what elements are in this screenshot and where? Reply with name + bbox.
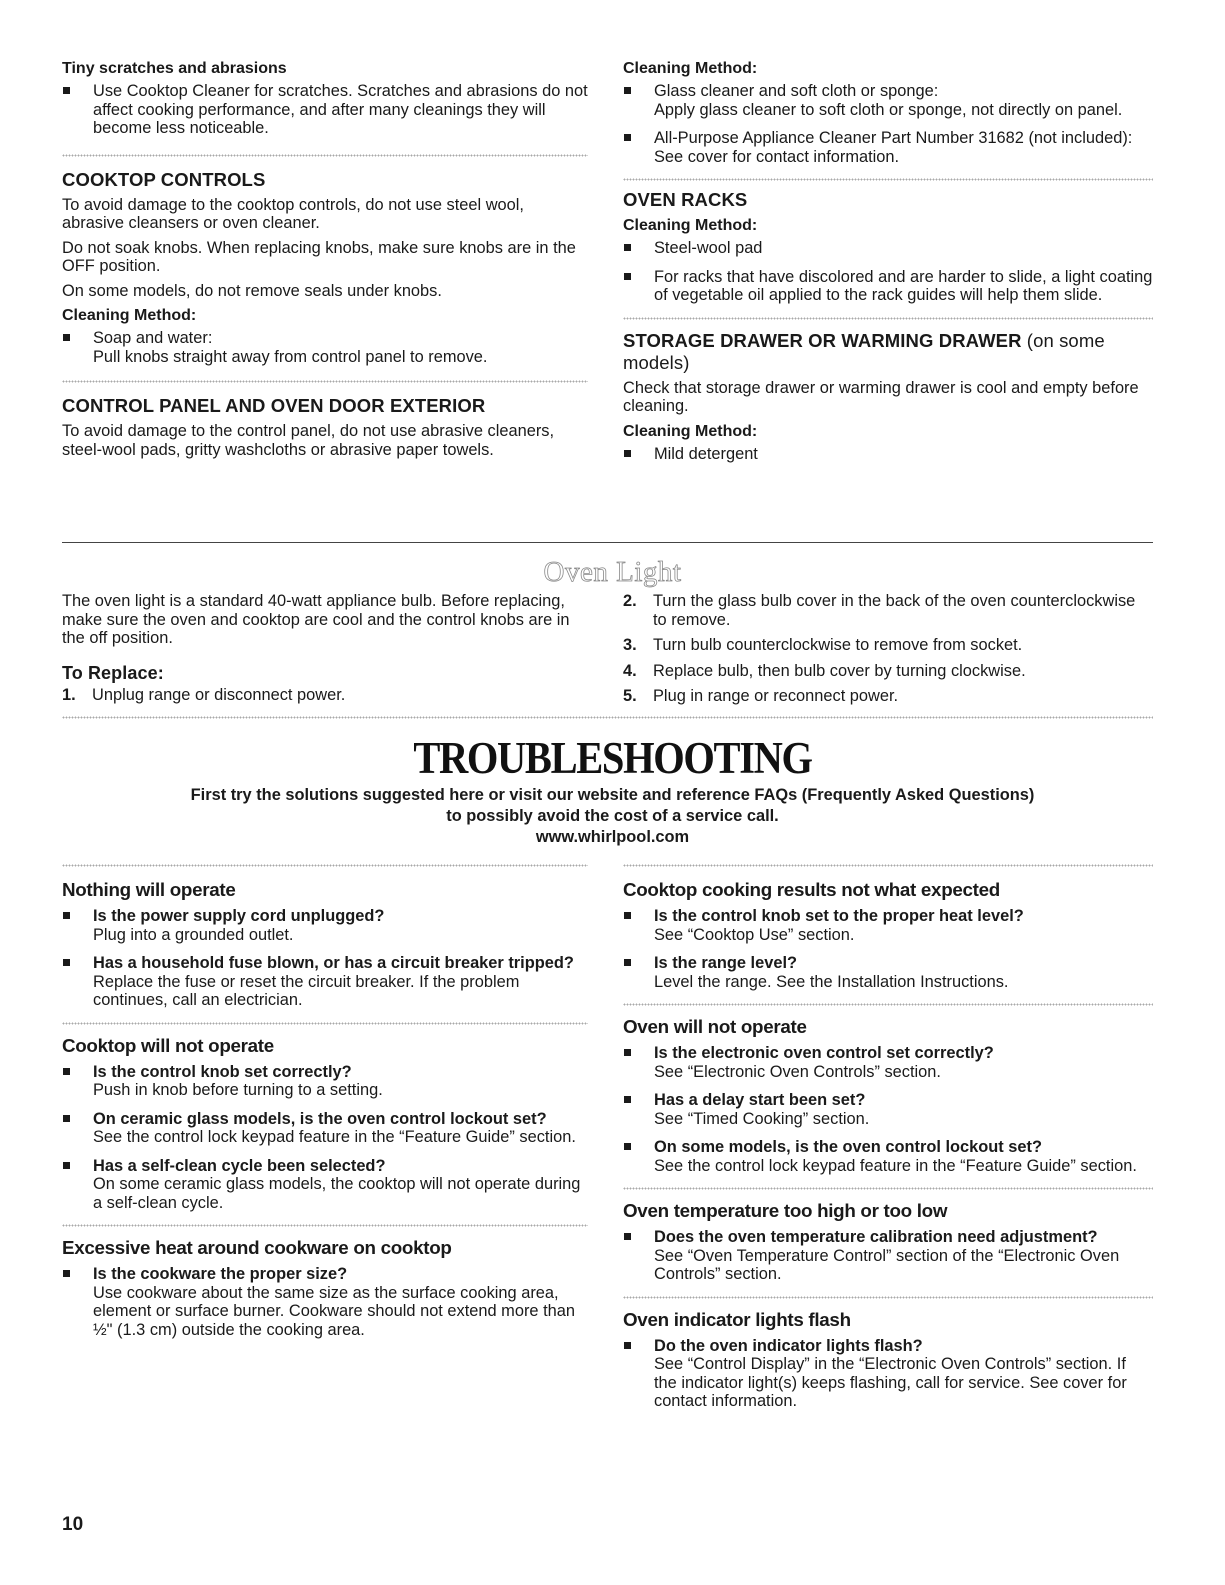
dotted-divider — [623, 178, 1153, 181]
dotted-divider — [62, 154, 588, 157]
list-item — [623, 954, 1153, 991]
drawer-heading-light: (on some models) — [623, 329, 1105, 373]
list-item-text: Use Cooktop Cleaner for scratches. Scratches and abrasions do not affect cooking performance, and after many cleanings they will become less noticeable. — [93, 82, 588, 137]
list-item-text: Glass cleaner and soft cloth or sponge: — [654, 82, 939, 100]
list-item — [62, 1265, 588, 1339]
answer-text: Level the range. See the Installation Instructions. — [654, 972, 1009, 991]
list-item — [623, 907, 1153, 944]
question-text: Is the control knob set to the proper heat level? — [654, 907, 1024, 925]
list-item — [62, 954, 588, 1010]
problem-heading: Nothing will operate — [62, 879, 236, 900]
intro-line: First try the solutions suggested here or visit our website and reference FAQs (Frequently Asked Questions) — [190, 786, 1035, 804]
question-text: Does the oven temperature calibration need adjustment? — [654, 1228, 1098, 1246]
step-item — [623, 687, 1153, 706]
to-replace-heading: To Replace: — [62, 662, 164, 683]
answer-text: On some ceramic glass models, the cooktop will not operate during a self-clean cycle. — [93, 1175, 581, 1212]
answer-text: See “Cooktop Use” section. — [654, 925, 855, 944]
bullet-icon — [624, 450, 631, 457]
question-text: Is the electronic oven control set correctly? — [654, 1044, 994, 1062]
dotted-divider — [62, 1224, 588, 1227]
step-item — [623, 662, 1153, 681]
intro-line: to possibly avoid the cost of a service call. — [446, 807, 779, 825]
list-item — [623, 268, 1153, 305]
problem-heading: Excessive heat around cookware on cooktop — [62, 1237, 452, 1258]
bullet-icon — [624, 244, 631, 251]
answer-text: Push in knob before turning to a setting. — [93, 1081, 383, 1099]
step-text: Turn the glass bulb cover in the back of the oven counterclockwise to remove. — [653, 592, 1136, 629]
list-item — [62, 329, 588, 366]
cooktop-controls-heading: COOKTOP CONTROLS — [62, 168, 266, 190]
step-number: 1. — [62, 685, 76, 704]
problem-list — [62, 1265, 588, 1339]
dotted-divider — [623, 1187, 1153, 1190]
problem-heading: Oven indicator lights flash — [623, 1308, 851, 1330]
question-text: Is the power supply cord unplugged? — [93, 907, 385, 925]
step-text: Replace bulb, then bulb cover by turning clockwise. — [653, 661, 1026, 680]
replace-steps-list — [62, 686, 588, 705]
cleaning-method-label: Cleaning Method: — [623, 422, 758, 440]
drawer-heading-bold: STORAGE DRAWER OR WARMING DRAWER — [623, 329, 1022, 351]
step-item — [623, 636, 1153, 655]
replace-steps-list — [623, 592, 1153, 706]
paragraph: Check that storage drawer or warming drawer is cool and empty before cleaning. — [623, 378, 1139, 415]
page-number: 10 — [62, 1514, 84, 1535]
question-text: Has a household fuse blown, or has a circuit breaker tripped? — [93, 954, 574, 972]
section-divider — [62, 542, 1153, 543]
bullet-icon — [63, 912, 70, 919]
bullet-icon — [624, 1342, 631, 1349]
dotted-divider — [623, 864, 1153, 867]
question-text: Is the cookware the proper size? — [93, 1265, 348, 1283]
list-item — [623, 1044, 1153, 1081]
list-item — [623, 82, 1153, 119]
problem-list — [62, 1063, 588, 1213]
bullet-icon — [624, 1143, 631, 1150]
list-item — [62, 1110, 588, 1147]
cleaning-method-label: Cleaning Method: — [623, 217, 758, 234]
step-text: Turn bulb counterclockwise to remove from socket. — [653, 636, 1023, 654]
list-item-text: For racks that have discolored and are harder to slide, a light coating of vegetable oil applied to the rack guides will help them slide. — [654, 267, 1153, 304]
bullet-icon — [63, 1162, 70, 1169]
bullet-icon — [63, 334, 70, 341]
question-text: Has a self-clean cycle been selected? — [93, 1156, 386, 1175]
list-item-subtext: Pull knobs straight away from control panel to remove. — [93, 347, 488, 366]
list-item — [62, 1063, 588, 1100]
step-item — [62, 686, 588, 705]
bullet-icon — [63, 959, 70, 966]
question-text: Has a delay start been set? — [654, 1091, 866, 1109]
problem-heading: Cooktop cooking results not what expected — [623, 879, 1000, 900]
answer-text: Use cookware about the same size as the surface cooking area, element or surface burner. Cookware should not extend more than ½" (1.3 cm) outside the cooking area. — [93, 1283, 575, 1339]
troubleshooting-right-column — [623, 879, 1153, 1415]
dotted-divider — [623, 1003, 1153, 1006]
oven-light-right-column — [623, 592, 1153, 713]
scratches-list — [62, 82, 588, 138]
dotted-divider — [62, 716, 1153, 719]
step-number: 5. — [623, 687, 637, 705]
list-item-text: Steel-wool pad — [654, 239, 763, 257]
troubleshooting-intro — [0, 785, 1225, 848]
list-item — [623, 129, 1153, 166]
scratches-heading: Tiny scratches and abrasions — [62, 60, 287, 77]
problem-list — [623, 1228, 1153, 1284]
bullet-icon — [624, 87, 631, 94]
step-text: Plug in range or reconnect power. — [653, 687, 899, 705]
step-number: 2. — [623, 592, 637, 610]
paragraph: To avoid damage to the control panel, do not use abrasive cleaners, steel-wool pads, gritty washcloths or abrasive paper towels. — [62, 422, 555, 459]
cooktop-controls-list — [62, 329, 588, 366]
step-number: 3. — [623, 636, 637, 654]
bullet-icon — [624, 1096, 631, 1103]
dotted-divider — [62, 864, 588, 867]
list-item-subtext: Apply glass cleaner to soft cloth or sponge, not directly on panel. — [654, 100, 1123, 119]
problem-list — [623, 1044, 1153, 1175]
problem-heading: Cooktop will not operate — [62, 1034, 274, 1056]
list-item — [62, 907, 588, 944]
list-item — [62, 1157, 588, 1213]
answer-text: See the control lock keypad feature in the “Feature Guide” section. — [93, 1128, 576, 1146]
bullet-icon — [624, 912, 631, 919]
dotted-divider — [62, 1022, 588, 1025]
bullet-icon — [624, 1233, 631, 1240]
drawer-list — [623, 445, 1153, 464]
question-text: On ceramic glass models, is the oven control lockout set? — [93, 1109, 547, 1128]
paragraph: To avoid damage to the cooktop controls, do not use steel wool, abrasive cleansers or oven cleaner. — [62, 195, 524, 232]
list-item — [623, 1091, 1153, 1128]
oven-racks-heading: OVEN RACKS — [623, 189, 748, 210]
step-text: Unplug range or disconnect power. — [92, 685, 346, 704]
answer-text: See “Electronic Oven Controls” section. — [654, 1062, 941, 1081]
website-link[interactable]: www.whirlpool.com — [535, 828, 690, 846]
list-item — [62, 82, 588, 138]
troubleshooting-left-column — [62, 879, 588, 1343]
question-text: Is the range level? — [654, 954, 798, 972]
control-panel-heading: CONTROL PANEL AND OVEN DOOR EXTERIOR — [62, 395, 486, 416]
answer-text: Replace the fuse or reset the circuit breaker. If the problem continues, call an electrician. — [93, 972, 520, 1009]
oven-light-intro: The oven light is a standard 40-watt appliance bulb. Before replacing, make sure the oven and cooktop are cool and the control knobs are in the off position. — [62, 592, 570, 647]
cleaning-method-label: Cleaning Method: — [623, 60, 758, 77]
bullet-icon — [63, 87, 70, 94]
bullet-icon — [63, 1068, 70, 1075]
troubleshooting-heading: TROUBLESHOOTING — [413, 733, 812, 783]
question-text: Do the oven indicator lights flash? — [654, 1336, 923, 1355]
list-item — [623, 239, 1153, 258]
problem-heading: Oven temperature too high or too low — [623, 1200, 948, 1221]
list-item — [623, 1228, 1153, 1284]
problem-list — [623, 1337, 1153, 1411]
problem-heading: Oven will not operate — [623, 1016, 807, 1037]
answer-text: Plug into a grounded outlet. — [93, 925, 294, 944]
paragraph: Do not soak knobs. When replacing knobs, make sure knobs are in the OFF position. — [62, 238, 576, 275]
list-item-text: Mild detergent — [654, 444, 758, 463]
bullet-icon — [63, 1115, 70, 1122]
list-item — [623, 1337, 1153, 1411]
question-text: On some models, is the oven control lockout set? — [654, 1138, 1042, 1156]
dotted-divider — [623, 317, 1153, 320]
bullet-icon — [624, 273, 631, 280]
paragraph: On some models, do not remove seals under knobs. — [62, 281, 442, 300]
list-item-text: All-Purpose Appliance Cleaner Part Number 31682 (not included): — [654, 129, 1133, 147]
drawer-heading — [623, 330, 1153, 374]
care-left-column — [62, 59, 588, 465]
list-item-subtext: See cover for contact information. — [654, 147, 900, 166]
question-text: Is the control knob set correctly? — [93, 1062, 352, 1081]
bullet-icon — [63, 1270, 70, 1277]
problem-list — [62, 907, 588, 1010]
dotted-divider — [623, 1296, 1153, 1299]
step-item — [623, 592, 1153, 629]
answer-text: See “Oven Temperature Control” section of the “Electronic Oven Controls” section. — [654, 1246, 1120, 1283]
care-right-column — [623, 59, 1153, 467]
cleaning-method-label: Cleaning Method: — [62, 307, 197, 324]
answer-text: See “Timed Cooking” section. — [654, 1109, 870, 1128]
list-item — [623, 445, 1153, 464]
step-number: 4. — [623, 661, 637, 680]
oven-racks-list — [623, 239, 1153, 305]
problem-list — [623, 907, 1153, 991]
cleaning-method-list — [623, 82, 1153, 166]
answer-text: See “Control Display” in the “Electronic Oven Controls” section. If the indicator light(s) keeps flashing, call for service. See cover for contact information. — [654, 1355, 1127, 1410]
list-item-text: Soap and water: — [93, 329, 213, 347]
answer-text: See the control lock keypad feature in the “Feature Guide” section. — [654, 1156, 1137, 1175]
bullet-icon — [624, 134, 631, 141]
bullet-icon — [624, 1049, 631, 1056]
oven-light-heading: Oven Light — [543, 556, 682, 588]
oven-light-left-column — [62, 592, 588, 711]
list-item — [623, 1138, 1153, 1175]
bullet-icon — [624, 959, 631, 966]
dotted-divider — [62, 380, 588, 383]
